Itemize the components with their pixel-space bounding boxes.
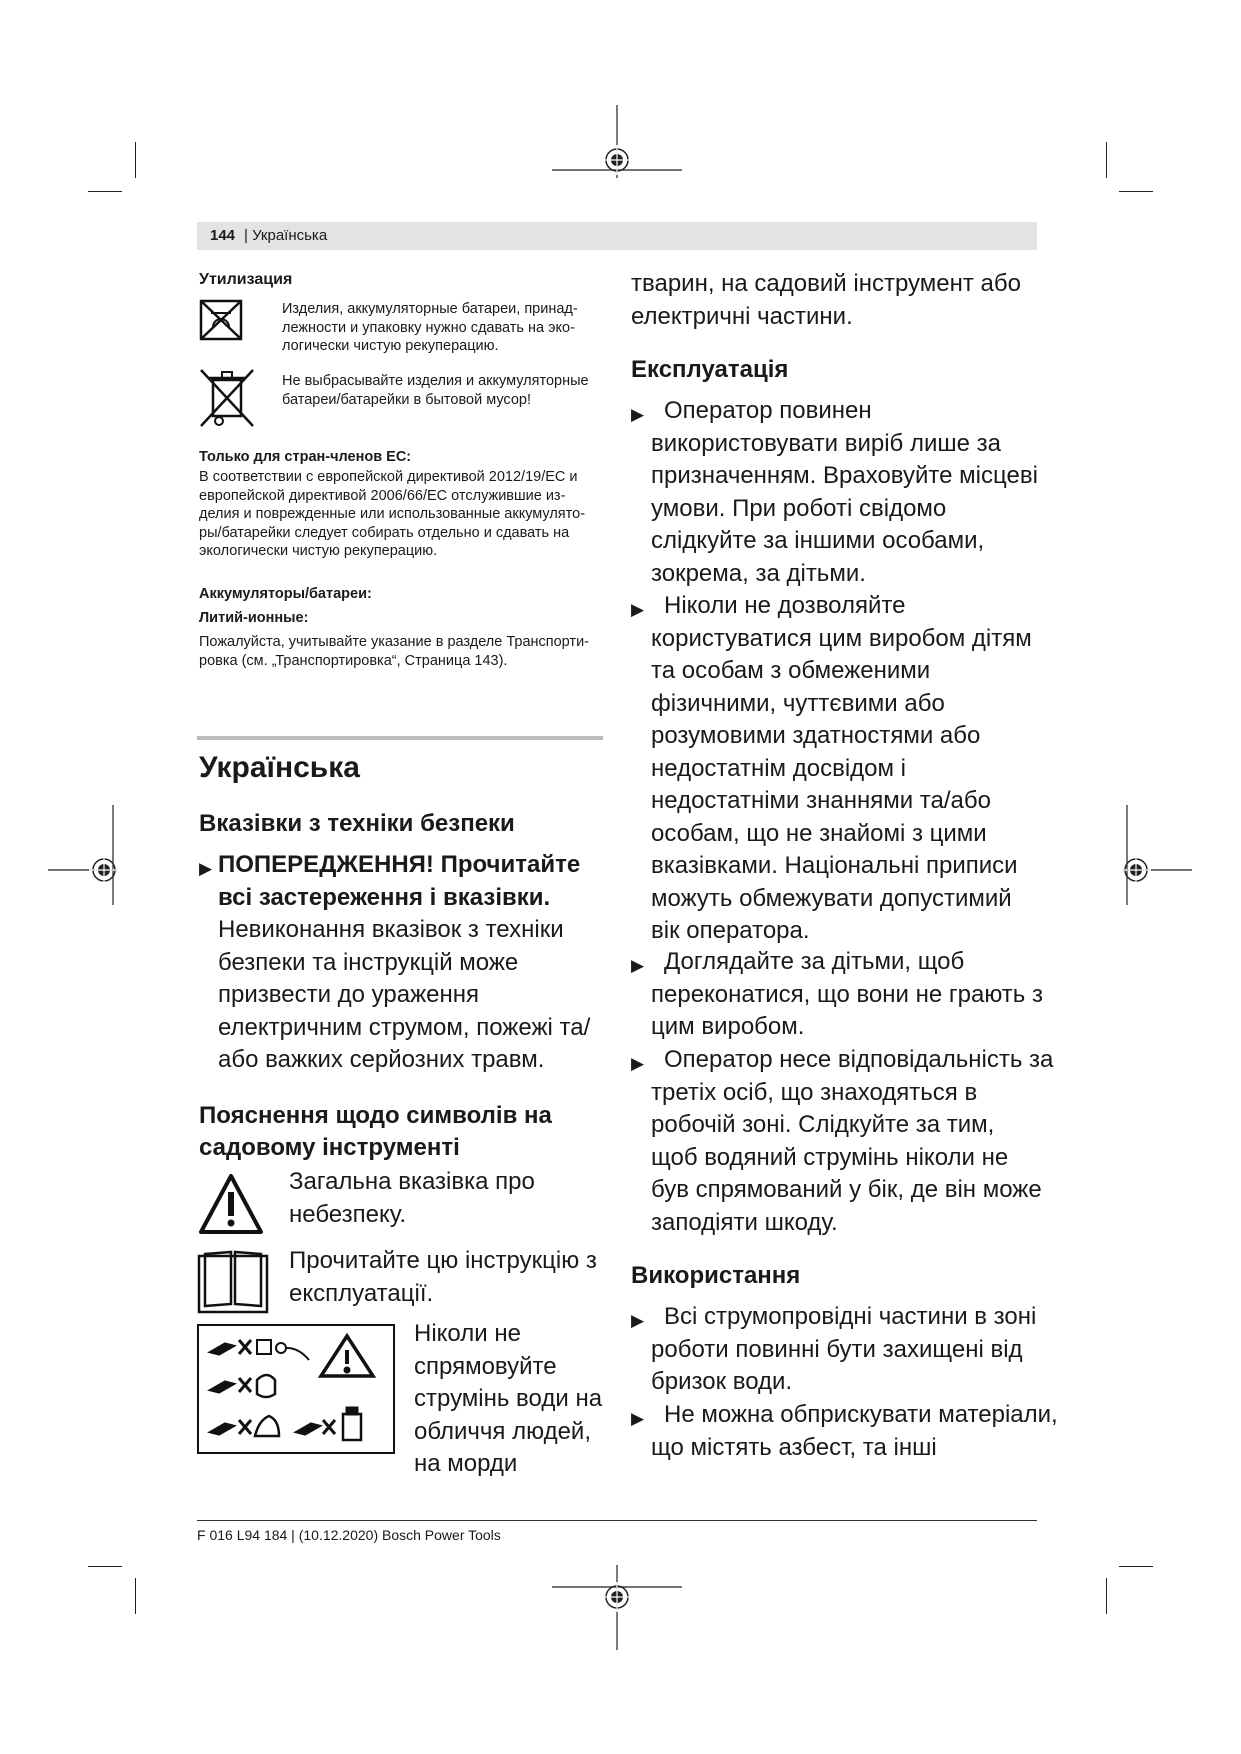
crop-mark	[135, 1578, 136, 1614]
page-number: 144	[210, 227, 236, 244]
bullet-icon: ▶	[631, 956, 645, 975]
safety-title: Вказівки з техніки безпеки	[199, 810, 515, 837]
water-jet-prohibited-icon	[197, 1324, 397, 1456]
usage-title: Використання	[631, 1262, 801, 1289]
symbol-warning-text: Загальна вказівка про небезпеку.	[289, 1168, 535, 1228]
eu-only-title: Только для стран-членов ЕС:	[199, 449, 412, 465]
disposal-bin-text: Не выбрасывайте изделия и аккумуляторные батареи/батарейки в бытовой мусор!	[282, 373, 589, 408]
registration-mark-icon	[1112, 805, 1192, 905]
bullet-icon: ▶	[631, 1409, 645, 1428]
op-item-3: Доглядайте за дітьми, щоб переконатися, що вони не грають з цим виробом.	[651, 948, 1043, 1040]
crop-mark	[88, 191, 122, 192]
section-divider	[197, 736, 603, 740]
use-item-2: Не можна обприскувати матеріали, що містять азбест, та інші	[651, 1401, 1058, 1461]
warning-triangle-icon	[197, 1172, 265, 1236]
recycle-icon	[199, 299, 245, 343]
footer-text: F 016 L94 184 | (10.12.2020) Bosch Power Tools	[197, 1527, 501, 1543]
operation-title: Експлуатація	[631, 356, 789, 383]
disposal-title: Утилизация	[199, 271, 293, 288]
crossed-bin-icon	[199, 366, 257, 430]
crop-mark	[1119, 1566, 1153, 1567]
warning-text: Невиконання вказівок з техніки безпеки та інструкцій може призвести до ураження електричним струмом, пожежі та/ або важких серйозних травм.	[218, 916, 591, 1073]
bullet-icon: ▶	[631, 1054, 645, 1073]
continuation-text: тварин, на садовий інструмент або електричні частини.	[631, 270, 1021, 330]
op-item-1: Оператор повинен використовувати виріб лише за призначенням. Враховуйте місцеві умови. При роботі свідомо слідкуйте за іншими особами, зокрема, за дітьми.	[651, 397, 1038, 587]
ukrainian-section-title: Українська	[199, 751, 360, 784]
bullet-icon: ▶	[631, 405, 645, 424]
crop-mark	[1119, 191, 1153, 192]
op-item-2: Ніколи не дозволяйте користуватися цим виробом дітям та особам з обмеженими фізичними, чуттєвими або розумовими здатностями або недостатнім досвідом і недостатніми знаннями та/або особам, що не знайомі з цими вказівками. Національні приписи можуть обмежувати допустимий вік оператора.	[651, 592, 1032, 944]
crop-mark	[88, 1566, 122, 1567]
bullet-icon: ▶	[631, 1311, 645, 1330]
warning-bold: ПОПЕРЕДЖЕННЯ! Прочитайте всі застереження і вказівки.	[218, 851, 581, 911]
use-item-1: Всі струмопровідні частини в зоні роботи повинні бути захищені від бризок води.	[651, 1303, 1037, 1395]
crop-mark	[135, 142, 136, 178]
li-ion-title: Литий-ионные:	[199, 610, 309, 626]
header-language: | Українська	[244, 227, 328, 244]
symbol-manual-text: Прочитайте цю інструкцію з експлуатації.	[289, 1247, 597, 1307]
symbol-water-text: Ніколи не спрямовуйте струмінь води на обличчя людей, на морди	[414, 1320, 603, 1477]
crop-mark	[1106, 1578, 1107, 1614]
page-header	[197, 222, 1037, 250]
bullet-icon: ▶	[631, 600, 645, 619]
eu-directive-text: В соответствии с европейской директивой 2012/19/EC и европейской директивой 2006/66/EC отслужившие из- делия и поврежденные или использованные аккумулято- ры/батарейки следует собирать отдельно и сдавать на экологически чистую рекуперацию.	[199, 469, 586, 559]
footer-rule	[197, 1520, 1037, 1521]
crop-mark	[1106, 142, 1107, 178]
symbols-title: Пояснення щодо символів на садовому інструменті	[199, 1102, 552, 1161]
disposal-recycle-text: Изделия, аккумуляторные батареи, принад- лежности и упаковку нужно сдавать на эко- логически чистую рекуперацию.	[282, 301, 578, 354]
bullet-icon: ▶	[199, 859, 213, 878]
batteries-title: Аккумуляторы/батареи:	[199, 586, 372, 602]
li-ion-text: Пожалуйста, учитывайте указание в разделе Транспорти- ровка (см. „Транспортировка“, Страница 143).	[199, 634, 589, 669]
manual-book-icon	[197, 1248, 269, 1314]
registration-mark-icon	[48, 805, 128, 905]
registration-mark-icon	[552, 1530, 682, 1650]
registration-mark-icon	[552, 105, 682, 225]
op-item-4: Оператор несе відповідальність за третіх осіб, що знаходяться в робочій зоні. Слідкуйте за тим, щоб водяний струмінь ніколи не був спрямований у бік, де він може заподіяти шкоду.	[651, 1046, 1054, 1236]
